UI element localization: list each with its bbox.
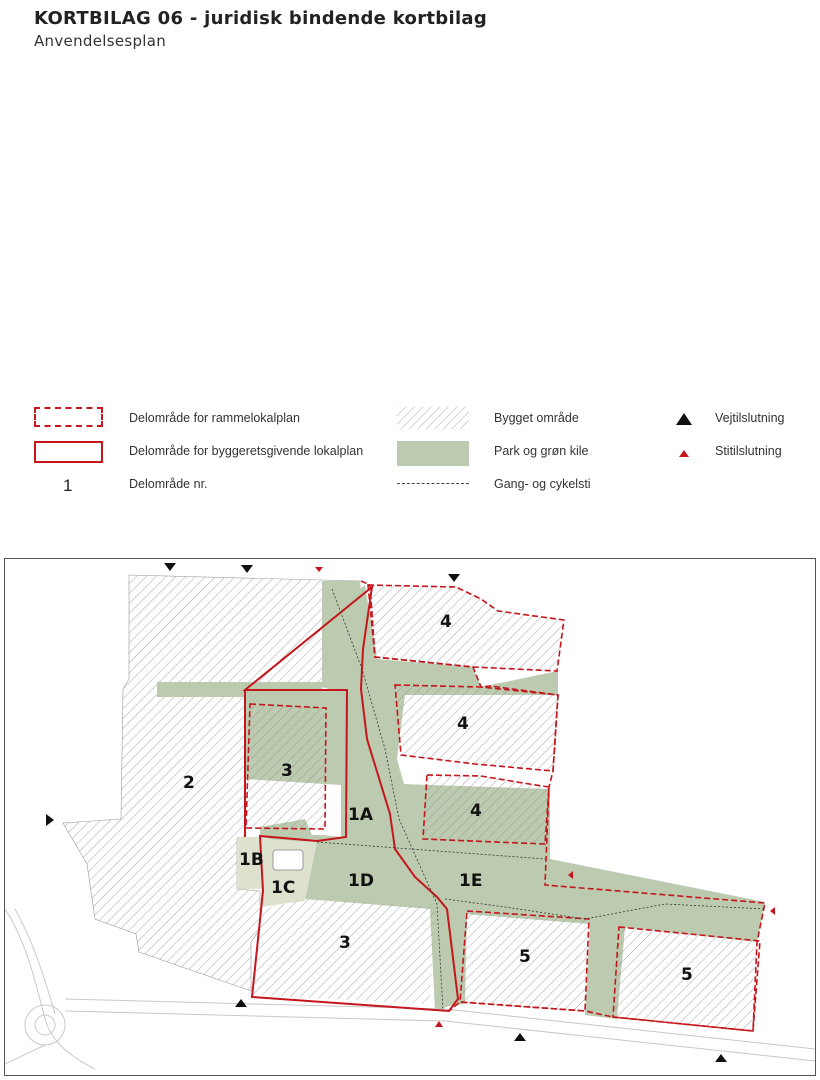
area-label-1E: 1E (459, 871, 483, 891)
legend-label-sti: Gang- og cykelsti (494, 477, 591, 491)
building-1C (273, 850, 303, 870)
legend-swatch-byggeretsgivende (34, 441, 103, 463)
vej-marker-top-2 (241, 565, 253, 573)
sti-marker-east-2 (770, 907, 775, 915)
area-label-1B: 1B (239, 850, 264, 870)
page-subtitle: Anvendelsesplan (34, 32, 167, 50)
legend-symbol-delomraade-nr: 1 (63, 476, 73, 495)
area-label-5-left: 5 (519, 947, 531, 967)
area-label-4-mid: 4 (457, 714, 469, 734)
legend-swatch-rammelokalplan (34, 407, 103, 427)
legend-label-park: Park og grøn kile (494, 444, 589, 458)
vej-marker-bottom-2 (514, 1033, 526, 1041)
area-label-5-right: 5 (681, 965, 693, 985)
area-label-1A: 1A (348, 805, 373, 825)
stitilslutning-icon (679, 450, 689, 457)
legend-label-delomraade-nr: Delområde nr. (129, 477, 208, 491)
page-title: KORTBILAG 06 - juridisk bindende kortbilag (34, 8, 488, 29)
vej-marker-bottom-3 (715, 1054, 727, 1062)
vej-marker-west (46, 814, 54, 826)
legend-label-bygget: Bygget område (494, 411, 579, 425)
vej-marker-bottom-1 (235, 999, 247, 1007)
area-label-4-top: 4 (440, 612, 452, 632)
vej-marker-top-1 (164, 563, 176, 571)
vej-marker-top-3 (448, 574, 460, 582)
legend-label-vej: Vejtilslutning (715, 411, 785, 425)
sti-marker-top (315, 567, 323, 572)
area-label-1C: 1C (271, 878, 296, 898)
area-label-1D: 1D (348, 871, 374, 891)
legend (0, 400, 820, 500)
header (34, 8, 487, 50)
area-label-2: 2 (183, 773, 195, 793)
map-frame (4, 558, 816, 1076)
vejtilslutning-icon (676, 413, 692, 425)
legend-swatch-bygget (397, 407, 469, 429)
area-label-3-bottom: 3 (339, 933, 351, 953)
area-label-4-low: 4 (470, 801, 482, 821)
legend-label-rammelokalplan: Delområde for rammelokalplan (129, 411, 300, 425)
legend-swatch-sti (397, 483, 469, 484)
plan-map (5, 559, 815, 1075)
area-label-3-top: 3 (281, 761, 293, 781)
legend-label-byggeretsgivende: Delområde for byggeretsgivende lokalplan (129, 444, 364, 458)
sti-marker-bottom (435, 1021, 443, 1027)
legend-swatch-park (397, 441, 469, 466)
legend-label-stitilslutning: Stitilslutning (715, 444, 782, 458)
